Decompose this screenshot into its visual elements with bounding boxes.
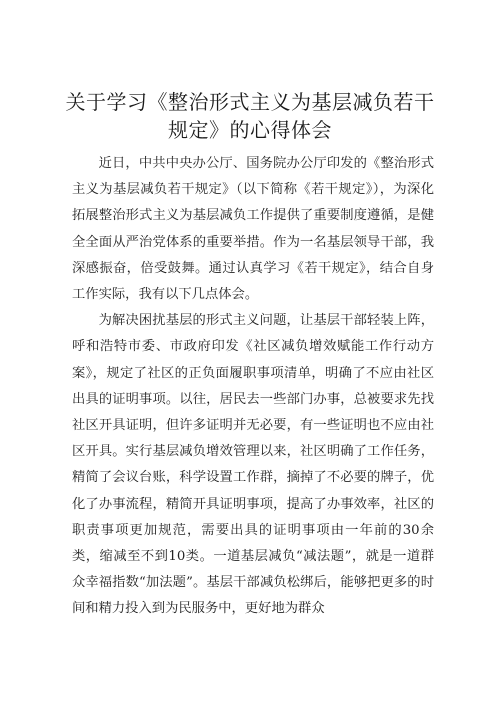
paragraph-2: 为解决困扰基层的形式主义问题，让基层干部轻装上阵，呼和浩特市委、市政府印发《社区减负增效赋能工作行动方案》，规定了社区的正负面履职事项清单，明确了不应由社区出具的证明事项。以往，居民去一些部门办事，总被要求先找社区开具证明，但许多证明并无必要，有一些证明也不应由社区开具。实行基层减负增效管理以来，社区明确了工作任务，精简了会议台账，科学设置工作群，摘掉了不必要的牌子，优化了办事流程，精简开具证明事项，提高了办事效率，社区的职责事项更加规范，需要出具的证明事项由一年前的30余类，缩减至不到10类。一道基层减负“减法题”，就是一道群众幸福指数“加法题”。基层干部减负松绑后，能够把更多的时间和精力投入到为民服务中，更好地为群众: [72, 313, 434, 617]
document-title: 关于学习《整治形式主义为基层减负若干规定》的心得体会: [65, 90, 435, 142]
document-body: [72, 151, 434, 623]
paragraph-1: 近日，中共中央办公厅、国务院办公厅印发的《整治形式主义为基层减负若干规定》（以下简称《若干规定》），为深化拓展整治形式主义为基层减负工作提供了重要制度遵循，是健全全面从严治党体系的重要举措。作为一名基层领导干部，我深感振奋，倍受鼓舞。通过认真学习《若干规定》，结合自身工作实际，我有以下几点体会。: [72, 156, 434, 303]
